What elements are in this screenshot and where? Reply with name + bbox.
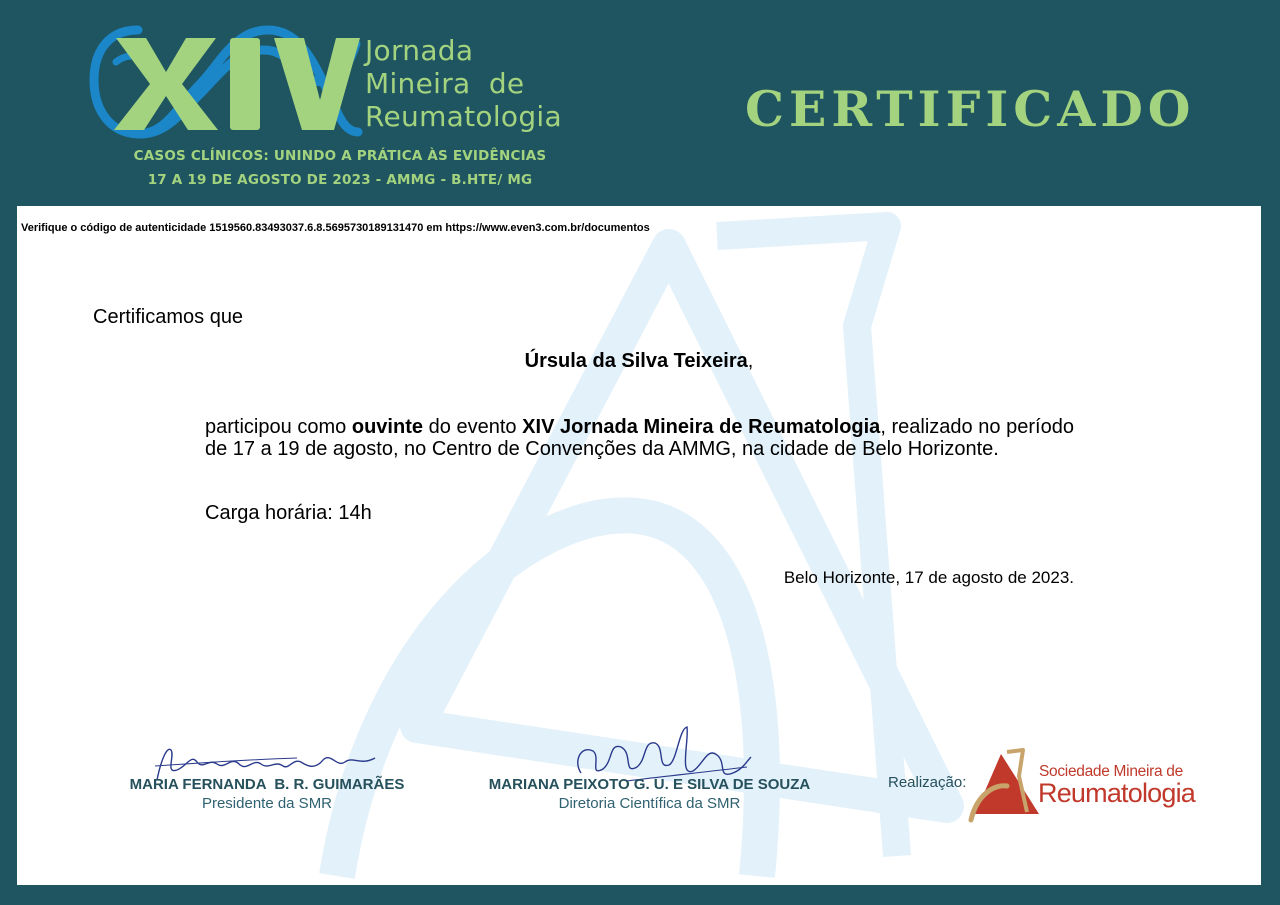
signatory-name: MARIANA PEIXOTO G. U. E SILVA DE SOUZA xyxy=(488,776,811,793)
participant-name: Úrsula da Silva Teixeira xyxy=(524,350,748,372)
xiv-logo xyxy=(88,22,363,142)
organizer-name-line-1: Sociedade Mineira de xyxy=(1039,763,1183,780)
place-and-date: Belo Horizonte, 17 de agosto de 2023. xyxy=(783,568,1074,587)
certify-intro: Certificamos que xyxy=(93,306,244,328)
statement-part-2: do evento xyxy=(423,416,523,438)
certificate-body xyxy=(17,206,1261,885)
participant-line xyxy=(17,350,1261,373)
statement-part-1: participou como xyxy=(205,416,352,438)
statement-part-3: , realizado no período de 17 a 19 de agosto, no Centro de Convenções da AMMG, na cidade de Belo Horizonte. xyxy=(205,416,1074,460)
event-tagline: CASOS CLÍNICOS: UNINDO A PRÁTICA ÀS EVIDÊNCIAS xyxy=(133,148,547,164)
organizer-name-line-2: Reumatologia xyxy=(1038,778,1196,808)
name-suffix: , xyxy=(747,350,754,372)
event-title: XIV Jornada Mineira de Reumatologia xyxy=(522,416,881,438)
event-dates-location: 17 A 19 DE AGOSTO DE 2023 - AMMG - B.HTE/ MG xyxy=(147,172,533,188)
signature-block-scientific-director xyxy=(472,776,827,812)
verification-code: Verifique o código de autenticidade 1519560.83493037.6.8.5695730189131470 em https://www.even3.com.br/documentos xyxy=(21,222,650,234)
event-name-line-2: Mineira de xyxy=(365,67,525,100)
event-name-line-1: Jornada xyxy=(365,34,474,67)
certificate-header xyxy=(0,0,1280,205)
signature-block-president xyxy=(112,776,422,812)
organizer-label: Realização: xyxy=(888,774,967,791)
smr-logo-icon xyxy=(967,746,1047,826)
signatory-name: MARIA FERNANDA B. R. GUIMARÃES xyxy=(129,776,405,793)
certificate-title: CERTIFICADO xyxy=(745,80,1196,138)
participation-statement xyxy=(205,416,1074,460)
participant-role: ouvinte xyxy=(351,416,423,438)
workload: Carga horária: 14h xyxy=(205,502,372,524)
event-name-line-3: Reumatologia xyxy=(365,100,562,133)
signatory-role: Presidente da SMR xyxy=(201,795,333,812)
event-name xyxy=(365,34,562,133)
signatory-role: Diretoria Científica da SMR xyxy=(558,795,741,812)
